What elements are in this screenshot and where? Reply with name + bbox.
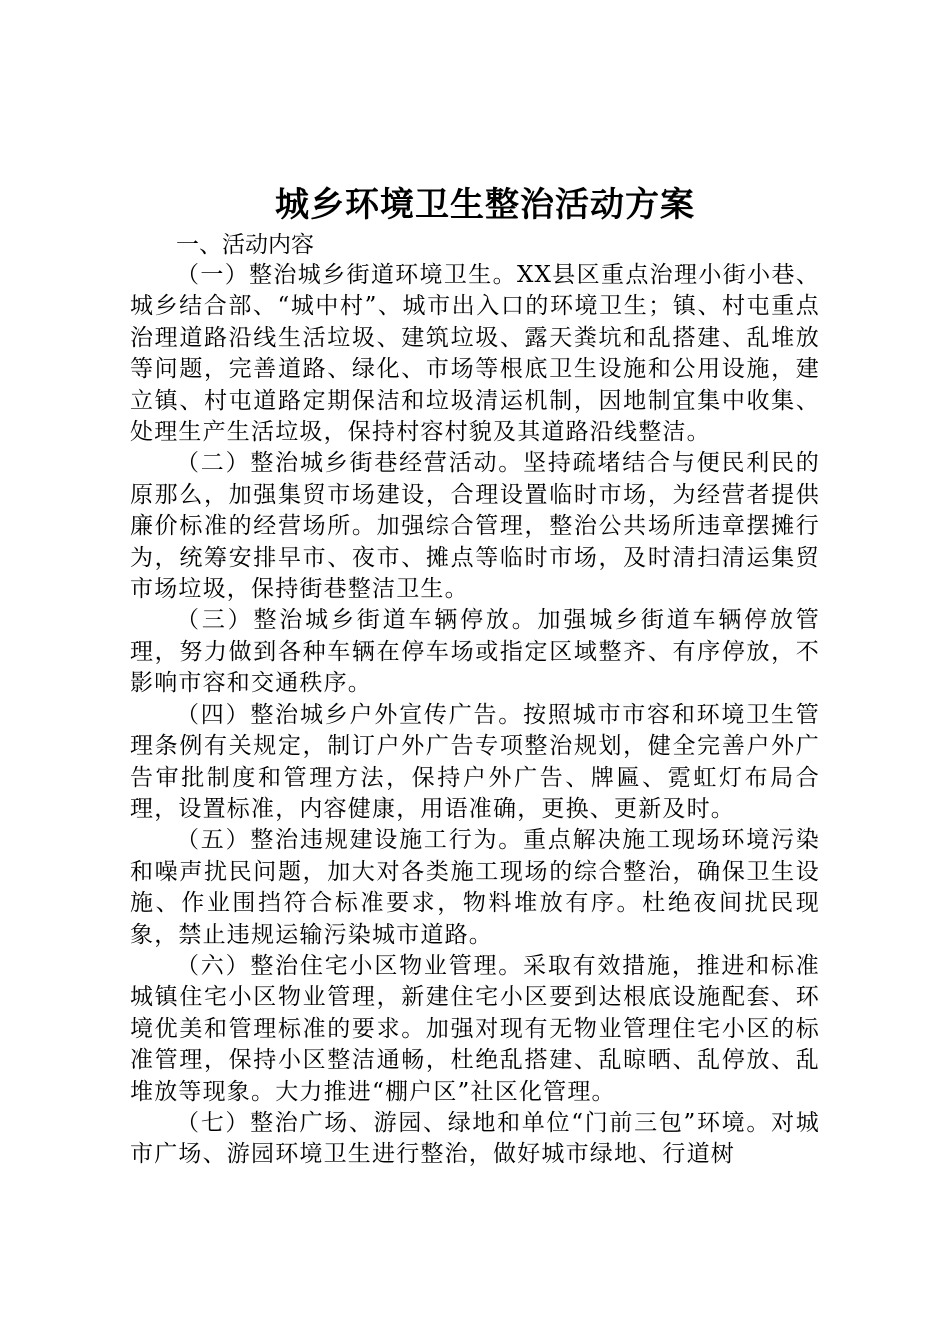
paragraph-4: （四）整治城乡户外宣传广告。按照城市市容和环境卫生管理条例有关规定，制订户外广告专项整治规划，健全完善户外广告审批制度和管理方法，保持户外广告、牌匾、霓虹灯布局合理，设置标准，内容健康，用语准确，更换、更新及时。 (130, 701, 820, 822)
paragraph-1: （一）整治城乡街道环境卫生。XX县区重点治理小街小巷、城乡结合部、“城中村”、城市出入口的环境卫生；镇、村屯重点治理道路沿线生活垃圾、建筑垃圾、露天粪坑和乱搭建、乱堆放等问题，完善道路、绿化、市场等根底卫生设施和公用设施，建立镇、村屯道路定期保洁和垃圾清运机制，因地制宜集中收集、处理生产生活垃圾，保持村容村貌及其道路沿线整洁。 (130, 262, 820, 446)
paragraph-5: （五）整治违规建设施工行为。重点解决施工现场环境污染和噪声扰民问题，加大对各类施工现场的综合整治，确保卫生设施、作业围挡符合标准要求，物料堆放有序。杜绝夜间扰民现象，禁止违规运输污染城市道路。 (130, 827, 820, 948)
document-title: 城乡环境卫生整治活动方案 (275, 185, 695, 225)
paragraph-2: （二）整治城乡街巷经营活动。坚持疏堵结合与便民利民的原那么，加强集贸市场建设，合理设置临时市场，为经营者提供廉价标准的经营场所。加强综合管理，整治公共场所违章摆摊行为，统筹安排早市、夜市、摊点等临时市场，及时清扫清运集贸市场垃圾，保持街巷整洁卫生。 (130, 450, 820, 603)
paragraph-6: （六）整治住宅小区物业管理。采取有效措施，推进和标准城镇住宅小区物业管理，新建住宅小区要到达根底设施配套、环境优美和管理标准的要求。加强对现有无物业管理住宅小区的标准管理，保持小区整洁通畅，杜绝乱搭建、乱晾晒、乱停放、乱堆放等现象。大力推进“棚户区”社区化管理。 (130, 952, 820, 1105)
section-heading: 一、活动内容 (176, 232, 314, 258)
paragraph-3: （三）整治城乡街道车辆停放。加强城乡街道车辆停放管理，努力做到各种车辆在停车场或指定区域整齐、有序停放，不影响市容和交通秩序。 (130, 607, 820, 697)
paragraph-7: （七）整治广场、游园、绿地和单位“门前三包”环境。对城市广场、游园环境卫生进行整治，做好城市绿地、行道树 (130, 1109, 820, 1168)
document-page (130, 180, 820, 1171)
